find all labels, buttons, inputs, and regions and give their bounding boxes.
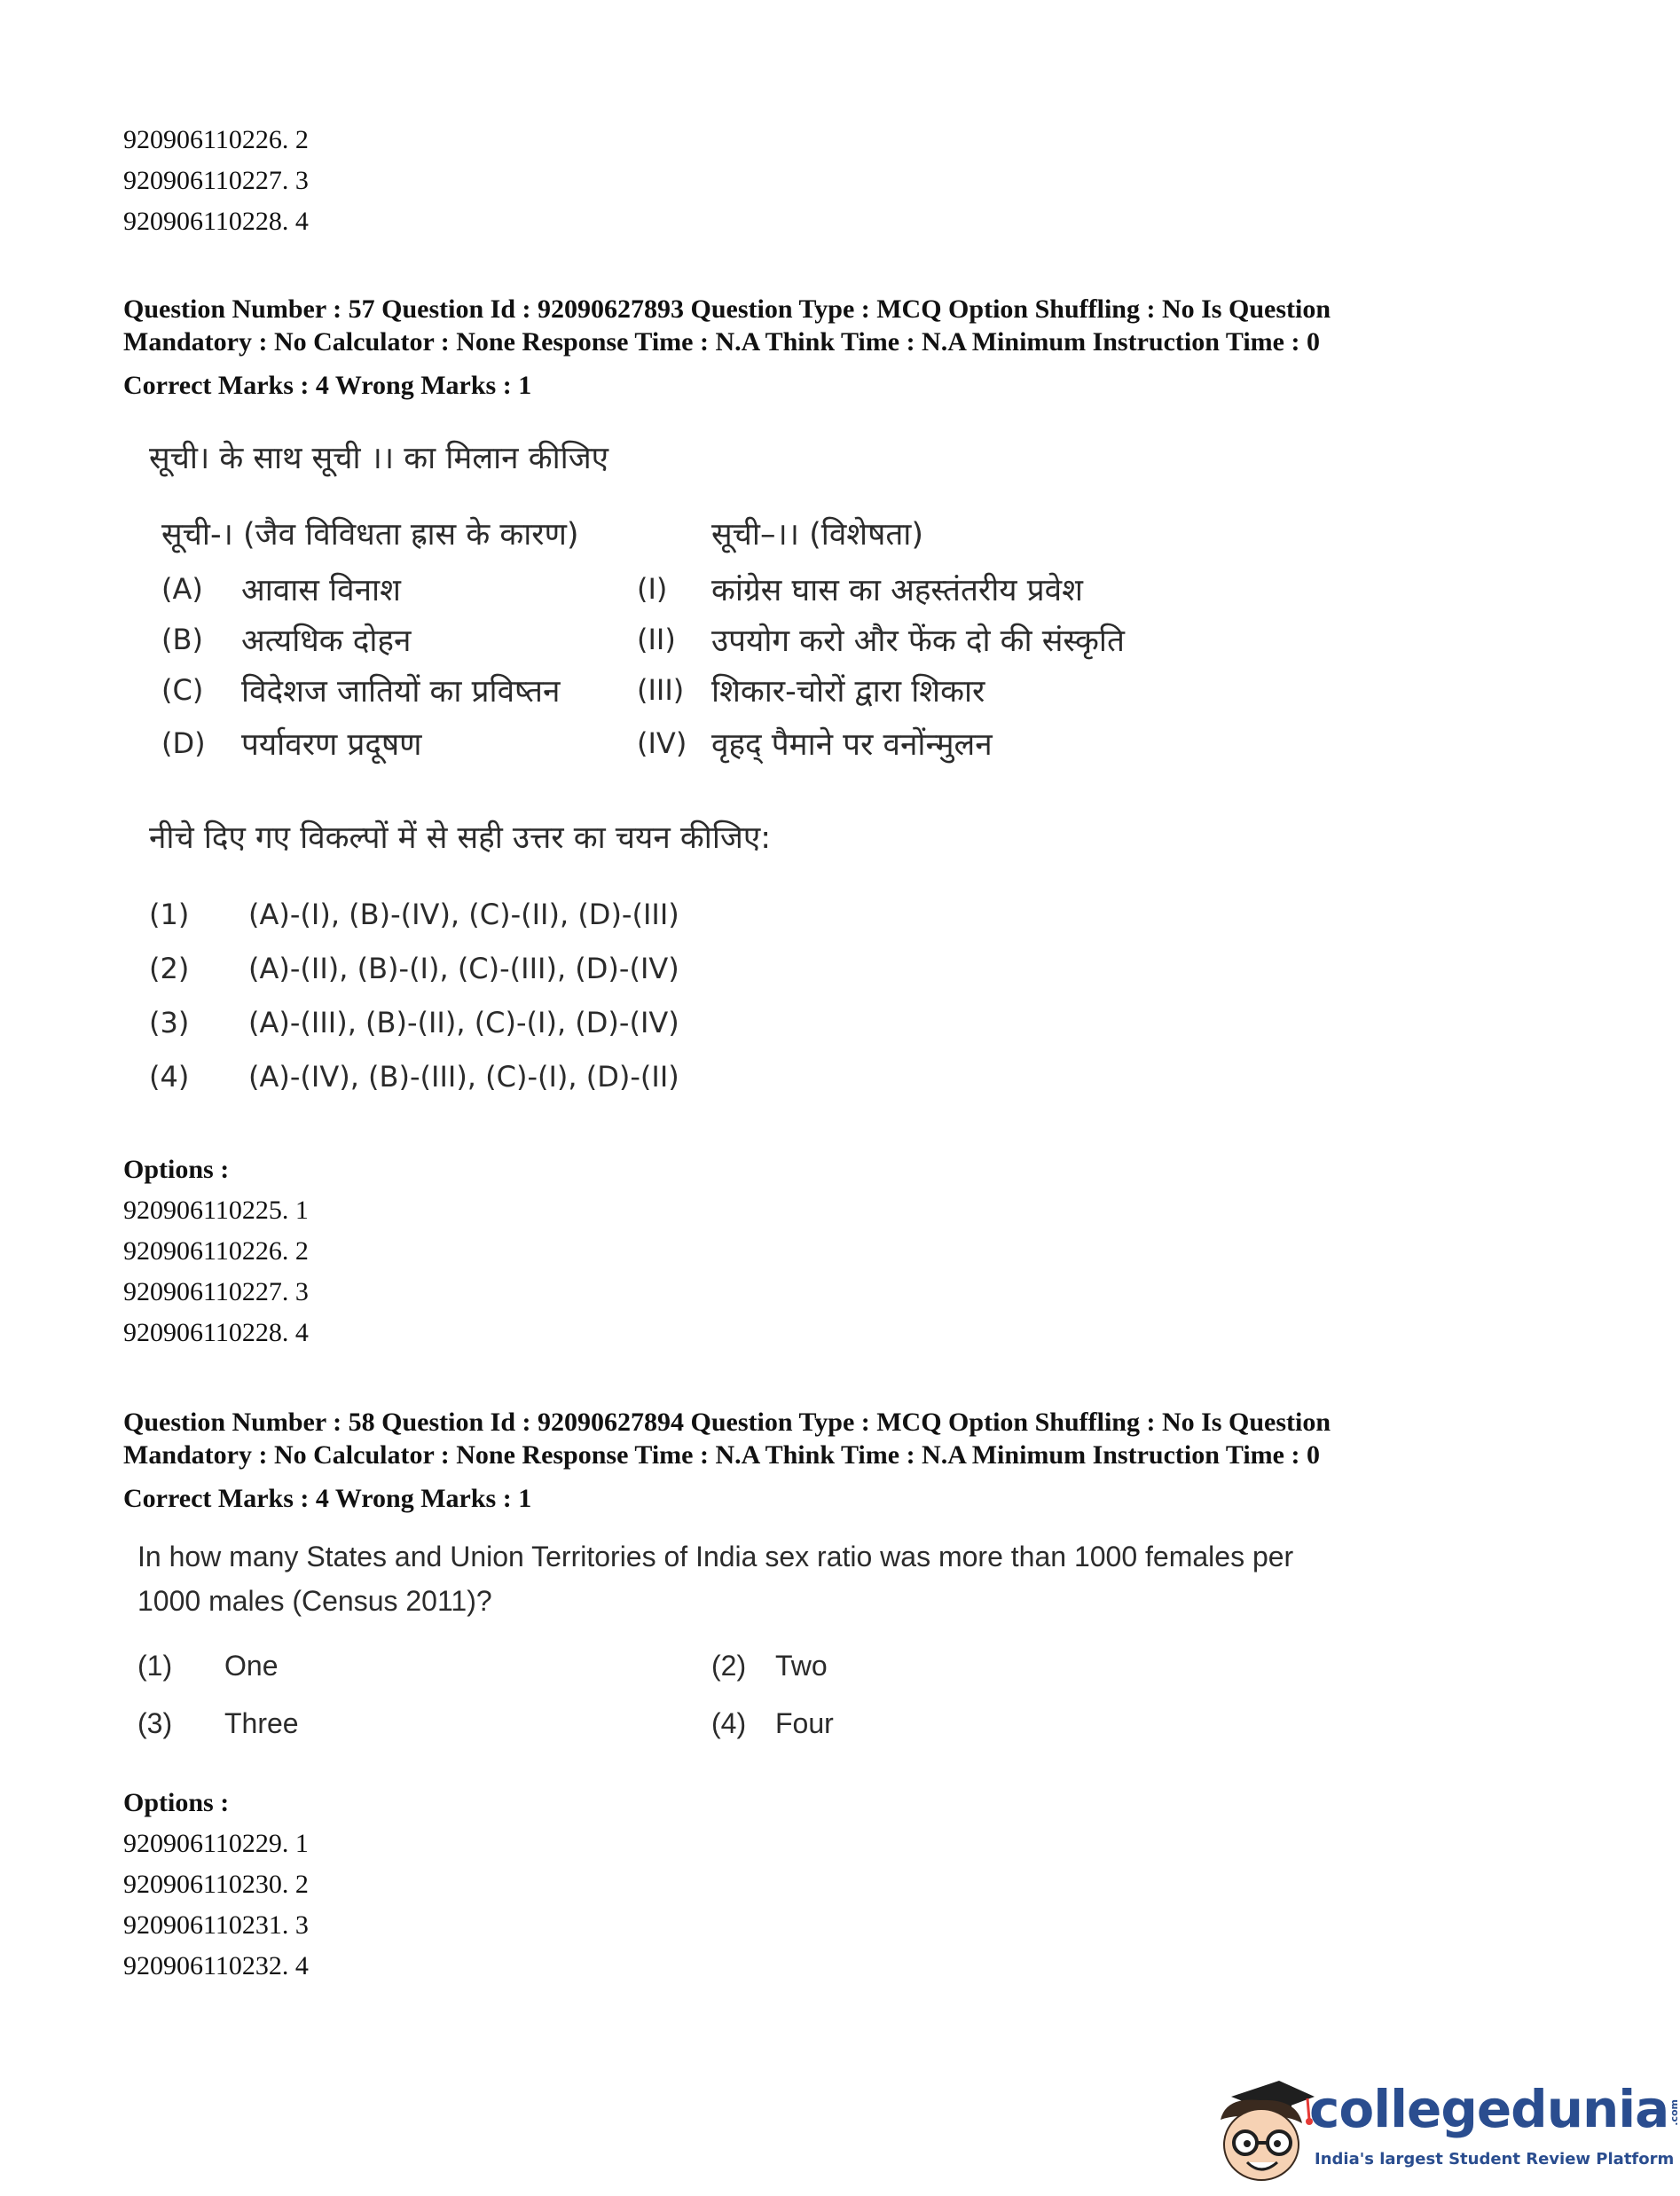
choice-text: (A)-(III), (B)-(II), (C)-(I), (D)-(IV) bbox=[248, 1006, 679, 1039]
q57-options bbox=[123, 1149, 309, 1353]
choice-number: (3) bbox=[149, 1006, 190, 1039]
q58-header-line1: Question Number : 58 Question Id : 92090627894 Question Type : MCQ Option Shuffling : No Is Question bbox=[123, 1408, 1331, 1437]
options-label: Options : bbox=[123, 1788, 230, 1817]
choice-number: (2) bbox=[711, 1650, 747, 1682]
list-item-label: (III) bbox=[637, 673, 685, 707]
q58-options bbox=[123, 1783, 309, 1987]
list-item-text: शिकार-चोरों द्वारा शिकार bbox=[711, 674, 985, 710]
option-id: 920906110229. 1 bbox=[123, 1829, 309, 1858]
list-item bbox=[637, 623, 1213, 673]
option-id: 920906110231. 3 bbox=[123, 1910, 309, 1940]
choice-item bbox=[149, 898, 770, 952]
choice-text: One bbox=[224, 1650, 279, 1682]
choice-item bbox=[149, 952, 770, 1006]
list-item-text: अत्यधिक दोहन bbox=[241, 624, 412, 659]
list-item-text: आवास विनाश bbox=[241, 573, 401, 608]
list-item-label: (A) bbox=[161, 572, 203, 606]
list-item bbox=[637, 726, 1213, 777]
q57-list1 bbox=[161, 572, 694, 777]
list-item-text: कांग्रेस घास का अहस्तंतरीय प्रवेश bbox=[711, 573, 1083, 608]
q57-choices bbox=[149, 898, 770, 1114]
list-item-label: (II) bbox=[637, 623, 676, 656]
top-options-list bbox=[123, 120, 309, 242]
brand-tagline: India's largest Student Review Platform bbox=[1315, 2150, 1675, 2169]
q57-header-line1: Question Number : 57 Question Id : 92090627893 Question Type : MCQ Option Shuffling : No Is Question bbox=[123, 294, 1331, 324]
list-item bbox=[161, 572, 694, 623]
option-id: 920906110226. 2 bbox=[123, 125, 309, 154]
option-id: 920906110232. 4 bbox=[123, 1951, 309, 1980]
list-item bbox=[637, 572, 1213, 623]
options-label: Options : bbox=[123, 1155, 230, 1184]
brand-domain: .com bbox=[1668, 2099, 1680, 2126]
list-item bbox=[161, 673, 694, 726]
list-item-label: (D) bbox=[161, 726, 206, 760]
q57-marks: Correct Marks : 4 Wrong Marks : 1 bbox=[123, 371, 532, 400]
q57-header bbox=[123, 293, 1631, 358]
q57-list1-title: सूची-। (जैव विविधता ह्रास के कारण) bbox=[161, 517, 579, 553]
choice-number: (3) bbox=[137, 1707, 173, 1739]
option-id: 920906110227. 3 bbox=[123, 166, 309, 195]
list-item-label: (I) bbox=[637, 572, 668, 606]
option-id: 920906110228. 4 bbox=[123, 1318, 309, 1347]
list-item-label: (B) bbox=[161, 623, 203, 656]
q57-list2 bbox=[637, 572, 1213, 777]
collegedunia-logo bbox=[1205, 2074, 1680, 2189]
choice-text: Three bbox=[224, 1707, 299, 1739]
q57-list2-title: सूची–।। (विशेषता) bbox=[711, 517, 923, 553]
option-id: 920906110227. 3 bbox=[123, 1277, 309, 1306]
list-item bbox=[637, 673, 1213, 726]
q57-instruction: सूची। के साथ सूची ।। का मिलान कीजिए bbox=[149, 441, 609, 476]
option-id: 920906110228. 4 bbox=[123, 207, 309, 236]
choice-item bbox=[149, 1006, 770, 1060]
q58-header bbox=[123, 1406, 1631, 1471]
q57-header-line2: Mandatory : No Calculator : None Response Time : N.A Think Time : N.A Minimum Instruction Time : 0 bbox=[123, 327, 1320, 357]
q57-choose-instruction: नीचे दिए गए विकल्पों में से सही उत्तर का चयन कीजिए: bbox=[149, 820, 772, 856]
q58-marks: Correct Marks : 4 Wrong Marks : 1 bbox=[123, 1484, 532, 1513]
q58-question-line2: 1000 males (Census 2011)? bbox=[137, 1585, 492, 1617]
choice-number: (2) bbox=[149, 952, 190, 985]
list-item-text: वृहद् पैमाने पर वनोंन्मुलन bbox=[711, 727, 993, 763]
mascot-icon bbox=[1205, 2074, 1320, 2189]
choice-text: Four bbox=[775, 1707, 834, 1739]
q58-question bbox=[137, 1534, 1293, 1623]
choice-text: Two bbox=[775, 1650, 828, 1682]
list-item-text: विदेशज जातियों का प्रविष्तन bbox=[241, 674, 561, 710]
option-id: 920906110226. 2 bbox=[123, 1236, 309, 1266]
list-item-label: (C) bbox=[161, 673, 204, 707]
choice-number: (1) bbox=[149, 898, 190, 931]
choice-number: (4) bbox=[149, 1060, 190, 1094]
list-item bbox=[161, 726, 694, 777]
list-item bbox=[161, 623, 694, 673]
option-id: 920906110230. 2 bbox=[123, 1870, 309, 1899]
choice-number: (4) bbox=[711, 1707, 747, 1739]
choice-text: (A)-(II), (B)-(I), (C)-(III), (D)-(IV) bbox=[248, 952, 679, 985]
choice-text: (A)-(I), (B)-(IV), (C)-(II), (D)-(III) bbox=[248, 898, 679, 931]
q58-question-line1: In how many States and Union Territories of India sex ratio was more than 1000 females per bbox=[137, 1541, 1294, 1572]
choice-item bbox=[149, 1060, 770, 1114]
choice-text: (A)-(IV), (B)-(III), (C)-(I), (D)-(II) bbox=[248, 1060, 679, 1094]
option-id: 920906110225. 1 bbox=[123, 1196, 309, 1225]
list-item-label: (IV) bbox=[637, 726, 687, 760]
choice-number: (1) bbox=[137, 1650, 173, 1682]
q58-header-line2: Mandatory : No Calculator : None Response Time : N.A Think Time : N.A Minimum Instruction Time : 0 bbox=[123, 1440, 1320, 1470]
list-item-text: उपयोग करो और फेंक दो की संस्कृति bbox=[711, 624, 1125, 659]
list-item-text: पर्यावरण प्रदूषण bbox=[241, 727, 422, 763]
brand-name: collegedunia bbox=[1309, 2079, 1669, 2139]
